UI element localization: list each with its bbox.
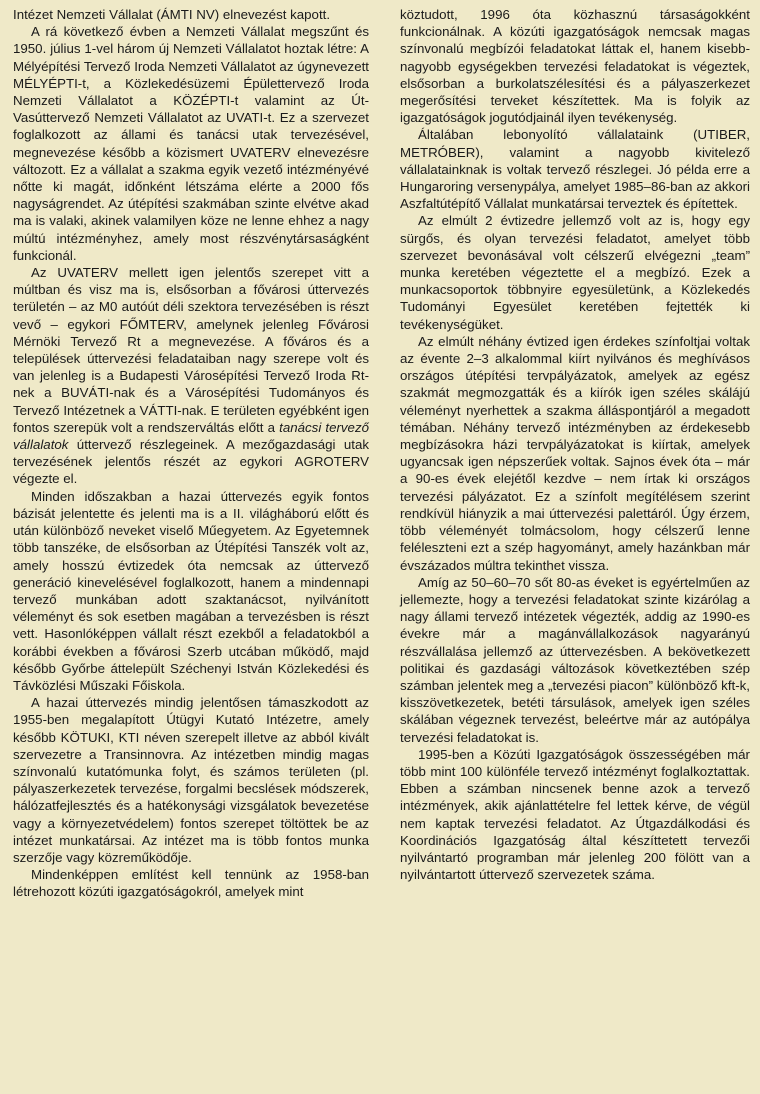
paragraph: A rá következő évben a Nemzeti Vállalat megszűnt és 1950. július 1-vel három új Nemzeti Vállalatot hoztak létre: A Mélyépítési Tervező Iroda Nemzeti Vállalatot az úgynevezett MÉLYÉPTI-t, a Közlekedésüzemi Épülettervező Iroda Nemzeti Vállalatot a KÖZÉPTI-t valamint az Út- Vasúttervező Nemzeti Vállalatot az UVATI-t. Ez a szervezet foglalkozott az állami és tanácsi utak tervezésével, megnevezése később a közismert UVATERV elnevezésre változott. Ez a vállalat a szakma egyik vezető intézményévé nőtte ki magát, időnként létszáma elérte a 2000 fős nagyságrendet. Az útépítési szakmában szinte elvétve akad ma is valaki, akinek valamilyen köze ne lenne ehhez a nagy múltú intézményhez, amely most részvénytársaságként funkcionál.	[13, 24, 369, 263]
left-column	[13, 6, 369, 901]
paragraph: Általában lebonyolító vállalataink (UTIBER, METRÓBER), valamint a nagyobb kivitelező vállalatainknak is voltak tervező részlegei. Jó példa erre a Hungaroring versenypálya, amelyet 1985–86-ban az akkori Aszfaltútépítő Vállalat munkatársai terveztek és építettek.	[400, 127, 750, 212]
paragraph: Intézet Nemzeti Vállalat (ÁMTI NV) elnevezést kapott.	[13, 7, 331, 22]
italic-phrase: tanácsi tervező vállalatok	[13, 419, 369, 453]
paragraph: Amíg az 50–60–70 sőt 80-as éveket is egyértelműen az jellemezte, hogy a tervezési feladatokat szinte kizárólag a nagy állami tervező intézetek végezték, addig az 1990-es évekre már a magánvállalkozások nagyarányú részvállalása jellemző az úttervezésben. A bekövetkezett politikai és gazdasági változások következtében szép számban jelentek meg a „tervezési piacon” különböző kft-k, kisszövetkezetek, betéti társulások, amelyek igen széles skálában végeznek tervezést, beleértve már az autópálya tervezési feladatokat is.	[400, 574, 750, 745]
paragraph: Az elmúlt 2 évtizedre jellemző volt az is, hogy egy sürgős, és olyan tervezési feladatot, amelyet több szervezet bevonásával volt célszerű elvégezni „team” munka keretében végeztette el a megbízó. Ezek a munkacsoportok többnyire egyesületünk, a Közlekedés Tudományi Egyesület keretében fejtették ki tevékenységüket.	[400, 213, 750, 332]
paragraph-text: úttervező részlegeinek. A mezőgazdasági utak tervezésének jelentős részét az egykori AGROTERV végezte el.	[13, 437, 369, 487]
paragraph-text: Az UVATERV mellett igen jelentős szerepet vitt a múltban és visz ma is, elsősorban a fővárosi úttervezés területén – az M0 autóút déli szektora tervezésében is részt vevő – egykori FŐMTERV, amelynek jelenleg Fővárosi Mérnöki Tervező Rt a megnevezése. A főváros és a települések úttervezési feladataiban nagy szerepe volt és van jelenleg is a Budapesti Városépítési Tervező Iroda Rt-nek a BUVÁTI-nak és a Városépítési Tudományos és Tervező Intézetnek a VÁTTI-nak. E területen egyébként igen fontos szerepük volt a rendszerváltás előtt a	[13, 265, 369, 435]
paragraph: Mindenképpen említést kell tennünk az 1958-ban létrehozott közúti igazgatóságokról, amelyek mint	[13, 867, 369, 900]
paragraph: Minden időszakban a hazai úttervezés egyik fontos bázisát jelentette és jelenti ma is a II. világháború előtt és után különböző neveket viselő Műegyetem. Az Egyetemnek több tanszéke, de elsősorban az Útépítési Tanszék volt az, amely hosszú évtizedek óta nemcsak az úttervező generáció kinevelésével foglalkozott, hanem a mindennapi tervező munkában adott szaktanácsot, nyilvánított véleményt és sok esetben magában a tervezésben is részt vett. Hasonlóképpen vállalt részt ezekből a feladatokból a korábbi években a fővárosi Szerb utcában működő, majd később Győrbe áttelepült Széchenyi István Közlekedési és Távközlési Műszaki Főiskola.	[13, 488, 369, 693]
paragraph: Az elmúlt néhány évtized igen érdekes színfoltjai voltak az évente 2–3 alkalommal kiírt nyilvános és meghívásos országos útépítési tervpályázatok, amelyek az egész szakmát megmozgatták és a kiírók igen széles skálájú véleményt nyerhettek a szakma álláspontjáról a megadott témában. Néhány tervező intézményben az érdekesebb megbízásokra házi tervpályázatokat is kiírtak, amelyek ugyancsak igen népszerűek voltak. Sajnos évek óta – már a 90-es évek elejétől kezdve – nem írtak ki országos tervezési pályázatot. Ez a színfolt megítélésem szerint rendkívül hiányzik a mai úttervezési palettáról. Úgy érzem, több véleményét tolmácsolom, hogy célszerű lenne feléleszteni ezt a szép hagyományt, amely hazánkban már évszázados múltra tekinthet vissza.	[400, 333, 750, 573]
paragraph: köztudott, 1996 óta közhasznú társaságokként funkcionálnak. A közúti igazgatóságok nemcsak magas színvonalú megbízói feladatokat láttak el, hanem kisebb-nagyobb egységekben tervezési feladatokat is végeztek, elsősorban a burkolatszélesítési és a pályaszerkezet megerősítési terveket készítettek. Ma is folyik az igazgatóságok jogutódjainál ilyen tevékenység.	[400, 7, 750, 126]
paragraph: 1995-ben a Közúti Igazgatóságok összességében már több mint 100 különféle tervező intézményt foglalkoztattak. Ebben a számban nincsenek benne azok a tervező intézmények, akik ajánlattételre fel lettek kérve, de végül nem kaptak tervezési feladatot. Az Útgazdálkodási és Koordinációs Igazgatóság által készíttetett tervezői nyilvántartó programban már jelenleg 200 fölött van a nyilvántartott úttervező szervezetek száma.	[400, 746, 750, 883]
paragraph	[13, 264, 369, 488]
paragraph: A hazai úttervezés mindig jelentősen támaszkodott az 1955-ben megalapított Útügyi Kutató Intézetre, amely később KÖTUKI, KTI néven szerepelt illetve az abból kivált szervezetre a Transinnovra. Az intézetben mindig magas színvonalú kutatómunka folyt, és számos területen (pl. pályaszerkezetek tervezése, forgalmi becslések módszerek, hálózatfejlesztés és a hatékonysági vizsgálatok bevezetése vagy a környezetvédelem) fontos szerepet töltöttek be az intézet munkatársai. Az intézet ma is több fontos munka szerzője vagy közreműködője.	[13, 695, 369, 865]
right-column	[400, 6, 750, 883]
